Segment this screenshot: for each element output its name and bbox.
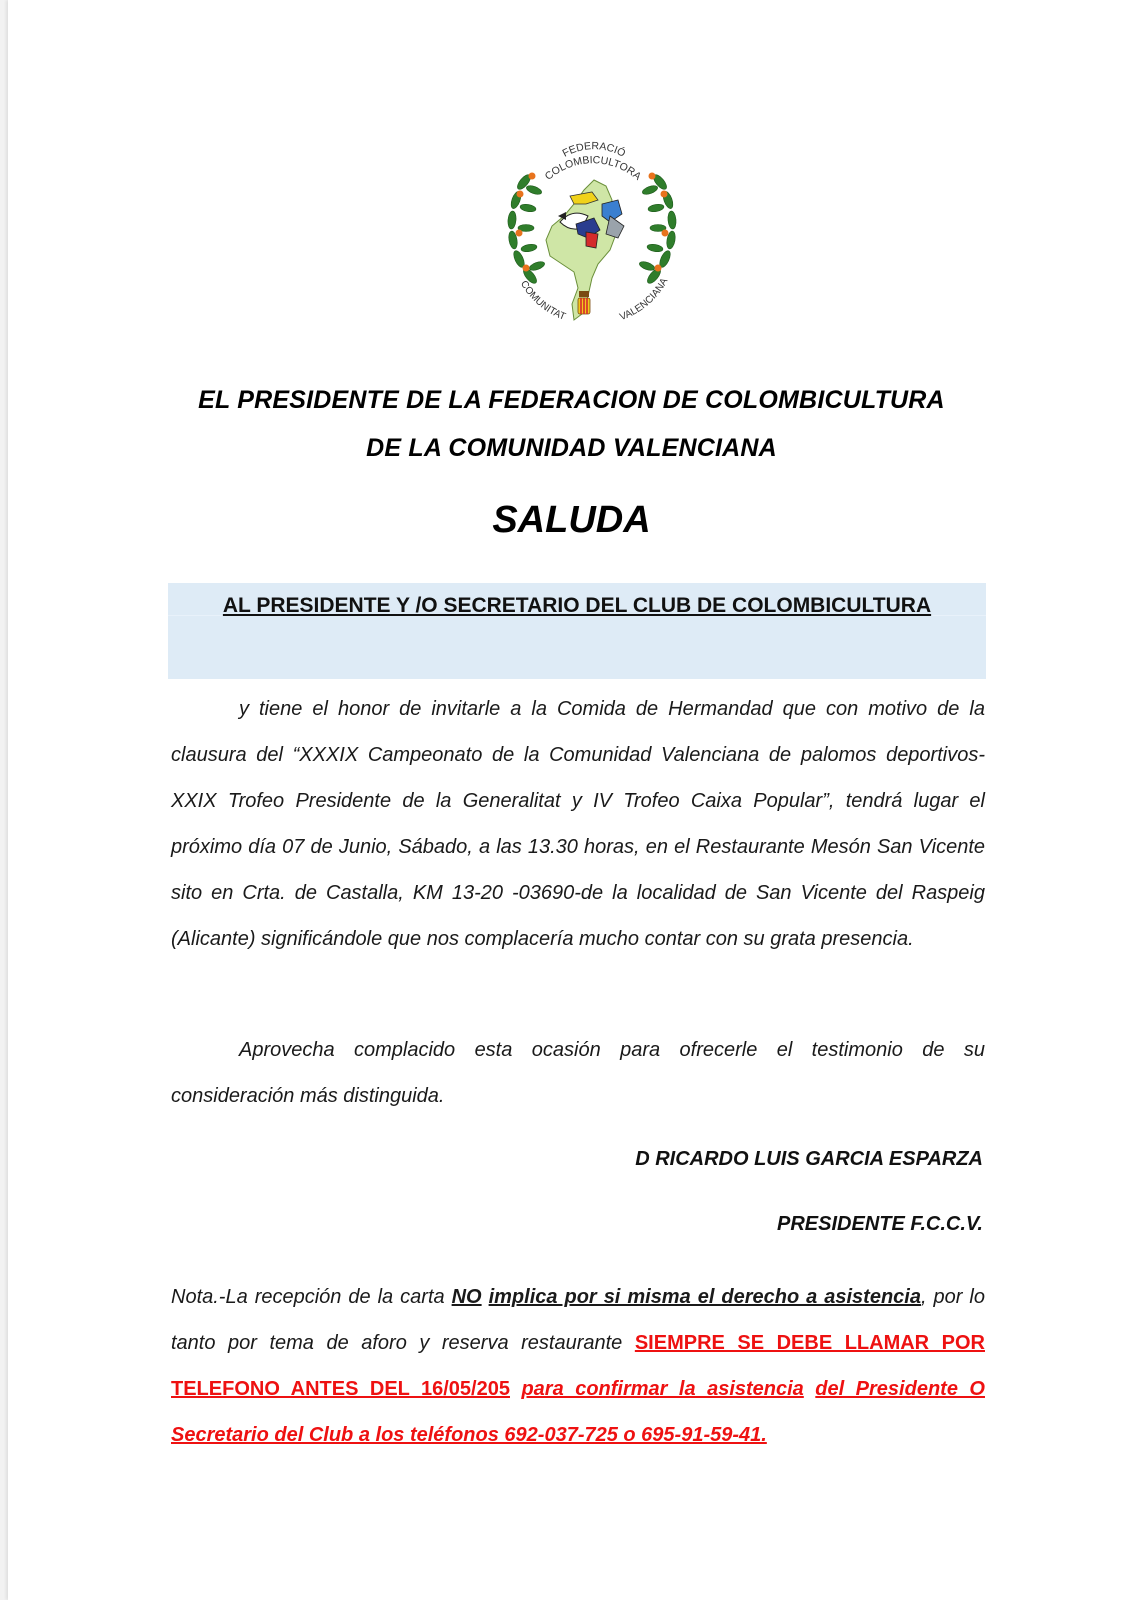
logo-top-text: FEDERACIÓ xyxy=(560,140,628,160)
note-no: NO xyxy=(451,1286,482,1308)
invitation-text: y tiene el honor de invitarle a la Comida de Hermandad que con motivo de la clausura del “XXXIX Campeonato de la Comunidad Valenciana de palomos deportivos-XXIX Trofeo Presidente de la Generalitat y IV Trofeo Caixa Popular”, tendrá lugar el próximo día 07 de Junio, Sábado, a las 13.30 horas, en el Restaurante Mesón San Vicente sito en Crta. de Castalla, KM 13-20 -03690-de la localidad de San Vicente del Raspeig (Alicante) significándole que nos complacería mucho contar con su grata presencia. xyxy=(171,698,985,950)
note-paragraph xyxy=(171,1274,985,1458)
logo-bottom-right-text: VALENCIANA xyxy=(618,276,671,324)
closing-text: Aprovecha complacido esta ocasión para ofrecerle el testimonio de su consideración más distinguida. xyxy=(171,1039,985,1107)
addressee-text: AL PRESIDENTE Y /O SECRETARIO DEL CLUB DE COLOMBICULTURA xyxy=(222,594,932,617)
signatory-role: PRESIDENTE F.C.C.V. xyxy=(777,1213,983,1235)
saluda-heading: SALUDA xyxy=(492,499,651,541)
note-mid: , por lo tanto por tema de aforo y reserva restaurante xyxy=(171,1286,985,1354)
federation-emblem-icon xyxy=(502,138,684,338)
federation-logo xyxy=(502,138,684,338)
logo-bottom-left-text: COMUNITAT xyxy=(517,278,567,323)
logo-top-text2: COLOMBICULTORA xyxy=(542,154,644,183)
signatory-name: D RICARDO LUIS GARCIA ESPARZA xyxy=(635,1148,983,1170)
note-confirm: para confirmar la asistencia xyxy=(521,1378,804,1400)
title-line-2: DE LA COMUNIDAD VALENCIANA xyxy=(366,434,777,462)
note-phones: del Presidente O Secretario del Club a los teléfonos 692-037-725 o 695-91-59-41. xyxy=(171,1378,985,1446)
note-space-3 xyxy=(804,1378,815,1400)
note-space-1 xyxy=(482,1286,489,1308)
invitation-paragraph xyxy=(171,686,985,962)
note-prefix: Nota.-La recepción de la carta xyxy=(171,1286,452,1308)
title-line-1: EL PRESIDENTE DE LA FEDERACION DE COLOMBICULTURA xyxy=(198,386,945,414)
note-call-warning: SIEMPRE SE DEBE LLAMAR POR TELEFONO ANTES DEL 16/05/205 xyxy=(171,1332,985,1400)
note-implica: implica por si misma el derecho a asistencia xyxy=(488,1286,921,1308)
addressee-box xyxy=(168,583,986,679)
note-space-2 xyxy=(510,1378,521,1400)
closing-paragraph xyxy=(171,1027,985,1119)
